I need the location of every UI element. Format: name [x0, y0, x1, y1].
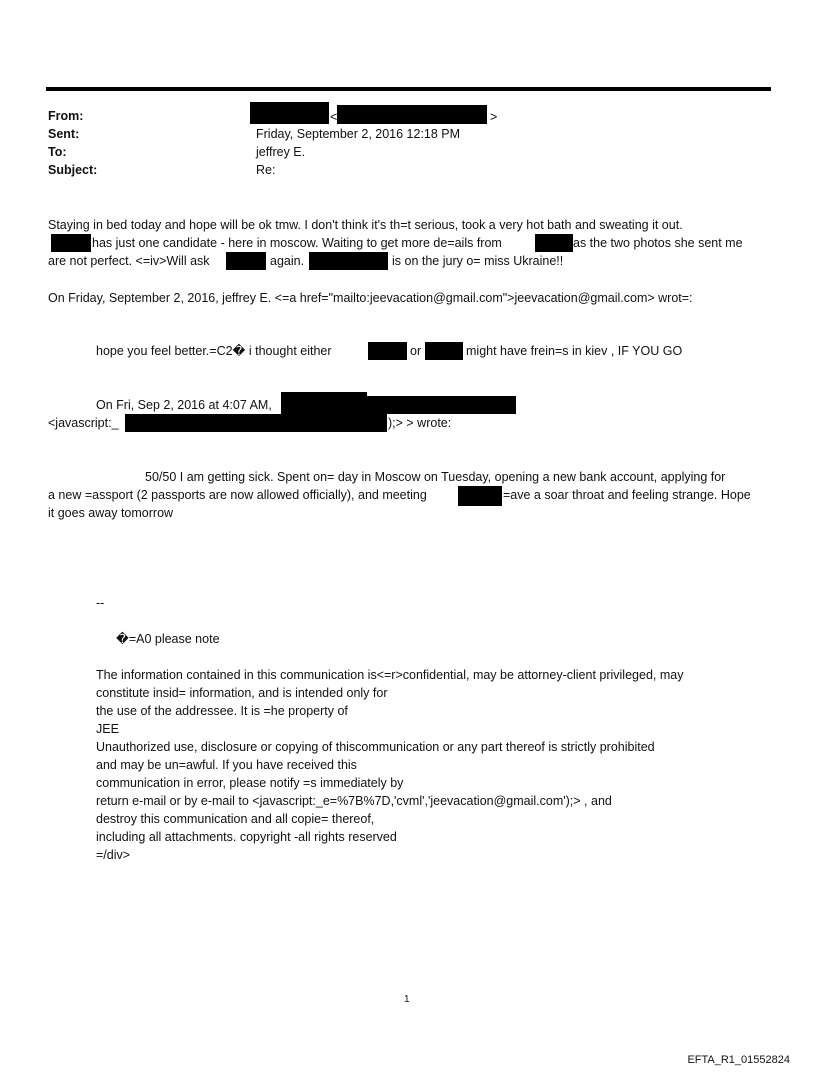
disclaimer-line: destroy this communication and all copie= thereof,: [96, 812, 375, 826]
quote-header: );> > wrote:: [388, 416, 452, 430]
redaction-box: [425, 342, 463, 360]
subject-value: Re:: [256, 163, 276, 177]
body-line: Staying in bed today and hope will be ok tmw. I don't think it's th=t serious, took a very hot bath and sweating it out.: [48, 218, 683, 232]
header-rule: [46, 87, 771, 91]
quote-line: 50/50 I am getting sick. Spent on= day in Moscow on Tuesday, opening a new bank account, applying for: [145, 470, 726, 484]
from-gt: >: [490, 110, 498, 124]
disclaimer-line: constitute insid= information, and is intended only for: [96, 686, 388, 700]
body-line: as the two photos she sent me: [573, 236, 743, 250]
body-line: again.: [270, 254, 305, 268]
quote-line: might have frein=s in kiev , IF YOU GO: [466, 344, 683, 358]
redaction-box: [309, 252, 388, 270]
body-line: is on the jury o= miss Ukraine!!: [392, 254, 564, 268]
quote-line: it goes away tomorrow: [48, 506, 174, 520]
document-id: EFTA_R1_01552824: [687, 1054, 790, 1066]
disclaimer-line: return e-mail or by e-mail to <javascript:_e=%7B%7D,'cvml','jeevacation@gmail.com');> , and: [96, 794, 612, 808]
signature-dash: --: [96, 596, 105, 610]
page-number: 1: [404, 994, 410, 1005]
redaction-box: [226, 252, 266, 270]
redaction-box: [458, 486, 502, 506]
sent-label: Sent:: [48, 127, 80, 141]
redaction-box: [535, 234, 573, 252]
to-label: To:: [48, 145, 67, 159]
body-line: are not perfect. <=iv>Will ask: [48, 254, 210, 268]
sent-value: Friday, September 2, 2016 12:18 PM: [256, 127, 461, 141]
redaction-box: [250, 102, 329, 124]
to-value: jeffrey E.: [256, 145, 306, 159]
redaction-box: [51, 234, 91, 252]
body-line: has just one candidate - here in moscow. Waiting to get more de=ails from: [92, 236, 502, 250]
quote-line: hope you feel better.=C2� i thought either: [96, 344, 332, 358]
from-lt: <: [330, 110, 338, 124]
quote-header: <javascript:_: [48, 416, 119, 430]
quote-line: a new =assport (2 passports are now allowed officially), and meeting: [48, 488, 427, 502]
quote-line: =ave a soar throat and feeling strange. Hope: [503, 488, 751, 502]
disclaimer-line: including all attachments. copyright -all rights reserved: [96, 830, 397, 844]
disclaimer-line: and may be un=awful. If you have received this: [96, 758, 357, 772]
disclaimer-line: JEE: [96, 722, 119, 736]
disclaimer-line: the use of the addressee. It is =he property of: [96, 704, 348, 718]
redaction-box: [368, 342, 407, 360]
quote-line: or: [410, 344, 422, 358]
disclaimer-line: communication in error, please notify =s immediately by: [96, 776, 404, 790]
disclaimer-line: The information contained in this communication is<=r>confidential, may be attorney-client privileged, may: [96, 668, 684, 682]
redaction-box: [337, 105, 487, 124]
quote-header: On Fri, Sep 2, 2016 at 4:07 AM,: [96, 398, 272, 412]
disclaimer-line: =/div>: [96, 848, 131, 862]
quote-header: On Friday, September 2, 2016, jeffrey E. <=a href="mailto:jeevacation@gmail.com">jeevacation@gmail.com> wrot=:: [48, 291, 693, 305]
subject-label: Subject:: [48, 163, 98, 177]
disclaimer-line: Unauthorized use, disclosure or copying of thiscommunication or any part thereof is strictly prohibited: [96, 740, 655, 754]
redaction-box: [281, 396, 516, 414]
redaction-box: [125, 414, 387, 432]
signature-note: �=A0 please note: [116, 632, 220, 646]
from-label: From:: [48, 109, 84, 123]
